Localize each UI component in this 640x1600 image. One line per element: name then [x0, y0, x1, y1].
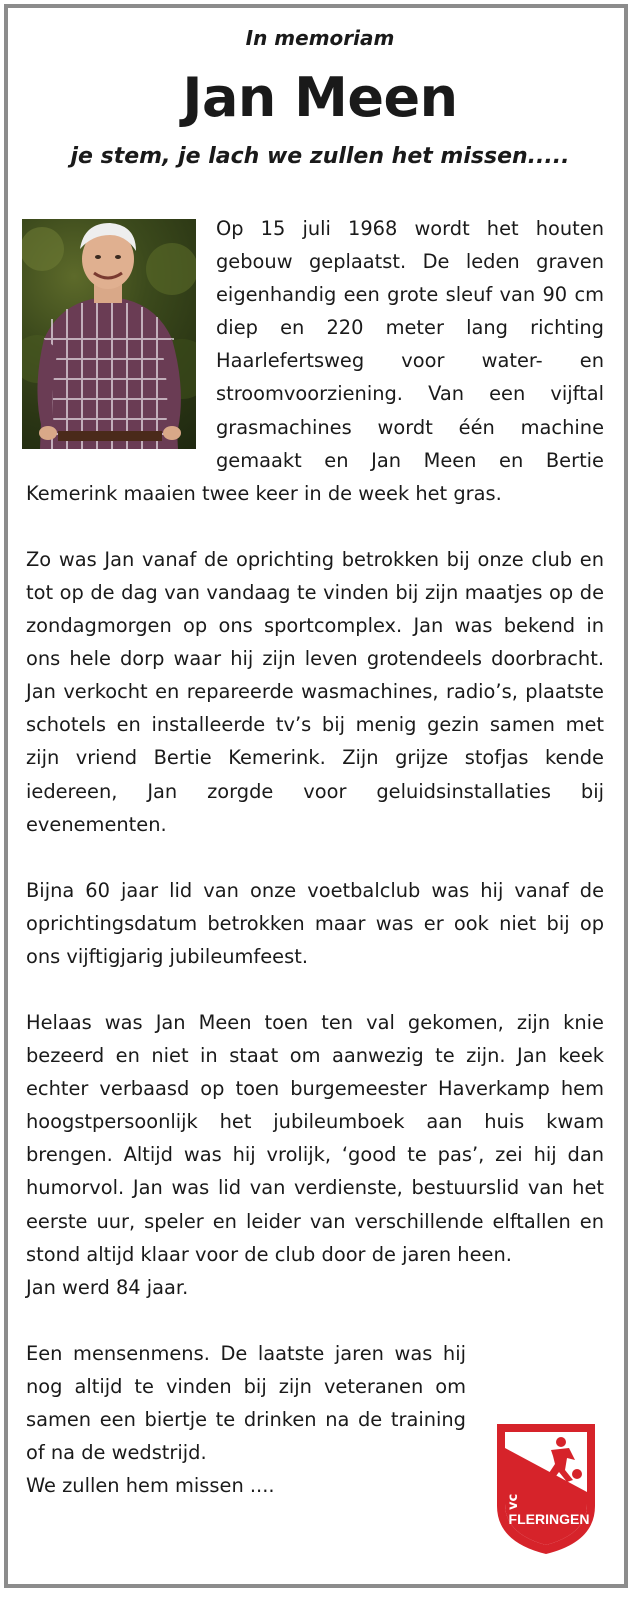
logo-club-name: FLERINGEN [508, 1511, 590, 1527]
logo-vc-text: vc [506, 1493, 521, 1510]
portrait-photo [22, 219, 196, 449]
memorial-article [26, 212, 604, 1502]
in-memoriam-label: In memoriam [245, 26, 395, 50]
paragraph-1 [26, 212, 604, 510]
paragraph-5-closing: We zullen hem missen .... [26, 1474, 275, 1498]
paragraph-2: Zo was Jan vanaf de oprichting betrokken bij onze club en tot op de dag van vandaag te vinden bij zijn maatjes op de zondagmorgen op ons sportcomplex. Jan was bekend in ons hele dorp waar hij zijn leven grotendeels doorbracht. Jan verkocht en repareerde wasmachines, radio’s, plaatste schotels en installeerde tv’s bij menig gezin samen met zijn vriend Bertie Kemerink. Zijn grijze stofjas kende iedereen, Jan zorgde voor geluidsinstallaties bij evenementen. [26, 547, 604, 836]
memorial-subtitle: je stem, je lach we zullen het missen..... [70, 144, 570, 169]
paragraph-4: Helaas was Jan Meen toen ten val gekomen, zijn knie bezeerd en niet in staat om aanwezig te zijn. Jan keek echter verbaasd op toen burgemeester Haverkamp hem hoogstpersoonlijk het jubileumboek aan huis kwam brengen. Altijd was hij vrolijk, ‘good te pas’, zei hij dan humorvol. Jan was lid van verdienste, bestuurslid van het eerste uur, speler en leider van verschillende elftallen en stond altijd klaar voor de club door de jaren heen. [26, 1010, 604, 1266]
paragraph-1-text: Op 15 juli 1968 wordt het houten gebouw geplaatst. De leden graven eigenhandig een grote sleuf van 90 cm diep en 220 meter lang richting Haarlefertsweg voor water- en stroomvoorziening. Van een vijftal grasmachines wordt één machine gemaakt en Jan Meen en Bertie Kemerink maaien twee keer in de week het gras. [26, 217, 604, 505]
paragraph-3: Bijna 60 jaar lid van onze voetbalclub was hij vanaf de oprichtingsdatum betrokken maar was er ook niet bij op ons vijftigjarig jubileumfeest. [26, 878, 604, 968]
deceased-name: Jan Meen [182, 66, 458, 129]
vv-fleringen-logo [491, 1418, 601, 1558]
paragraph-4-age: Jan werd 84 jaar. [26, 1275, 189, 1299]
paragraph-5: Een mensenmens. De laatste jaren was hij nog altijd te vinden bij zijn veteranen om samen een biertje te drinken na de training of na de wedstrijd. [26, 1341, 466, 1465]
